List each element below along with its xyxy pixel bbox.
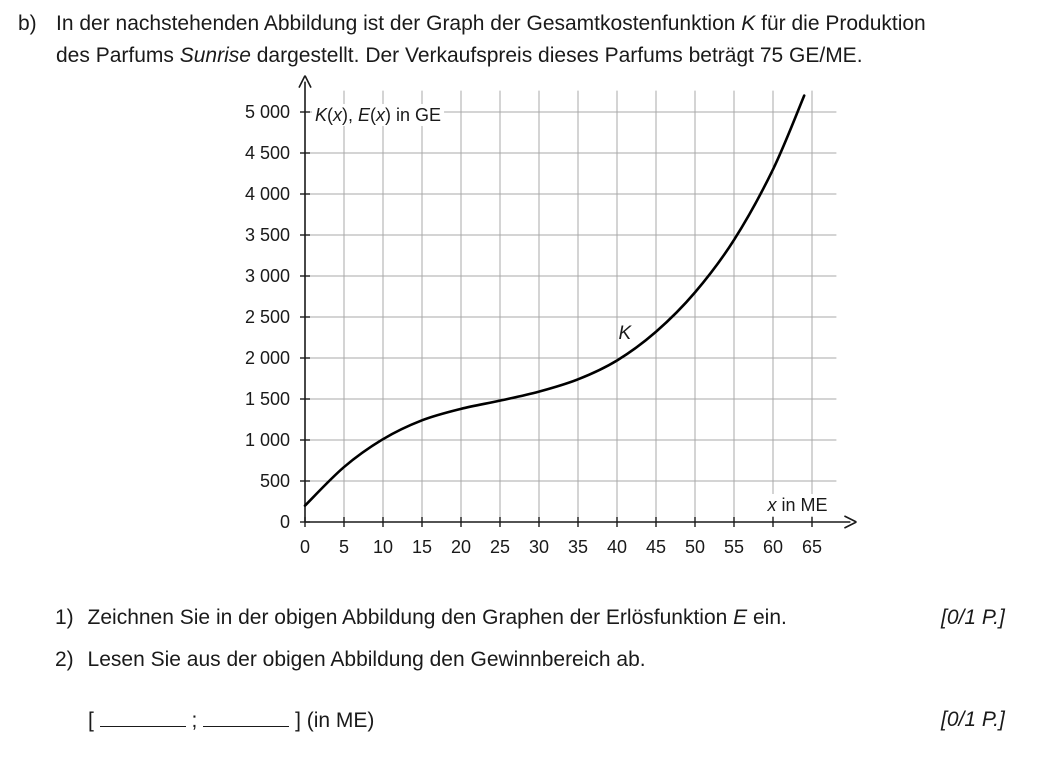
x-tick-label: 0 <box>299 537 311 557</box>
x-tick-label: 5 <box>338 537 350 557</box>
cost-curve-k <box>305 96 804 506</box>
y-tick-label: 500 <box>259 471 290 491</box>
x-tick-label: 40 <box>606 537 628 557</box>
task-2 <box>55 648 646 672</box>
intro-text: für die Produktion <box>755 12 926 35</box>
x-tick-label: 15 <box>411 537 433 557</box>
y-tick-label: 3 000 <box>244 266 290 286</box>
points-task-2: [0/1 P.] <box>941 708 1005 731</box>
y-axis-title: K(x), E(x) in GE <box>315 105 442 125</box>
bracket-open: [ <box>88 709 94 732</box>
task-text: ein. <box>747 606 787 629</box>
bracket-close: ] <box>295 709 301 732</box>
task-1 <box>55 606 787 630</box>
curve-label-k: K <box>618 323 632 345</box>
points-task-1: [0/1 P.] <box>941 606 1005 629</box>
answer-line <box>88 708 374 733</box>
y-tick-label: 1 500 <box>244 389 290 409</box>
intro-text: des Parfums <box>56 44 180 67</box>
x-tick-label: 50 <box>684 537 706 557</box>
product-name: Sunrise <box>179 44 251 67</box>
y-tick-label: 1 000 <box>244 430 290 450</box>
y-tick-label: 0 <box>279 512 290 532</box>
x-tick-label: 45 <box>645 537 667 557</box>
intro-text: In der nachstehenden Abbildung ist der Graph der Gesamtkostenfunktion <box>56 12 742 35</box>
x-tick-label: 20 <box>450 537 472 557</box>
y-tick-label: 2 000 <box>244 348 290 368</box>
x-tick-label: 55 <box>723 537 745 557</box>
y-tick-label: 4 000 <box>244 184 290 204</box>
x-tick-label: 35 <box>567 537 589 557</box>
intro-text: dargestellt. Der Verkaufspreis dieses Parfums beträgt 75 GE/ME. <box>250 44 863 67</box>
y-tick-label: 5 000 <box>244 102 290 122</box>
x-tick-label: 30 <box>528 537 550 557</box>
answer-unit: (in ME) <box>300 709 375 732</box>
task-text: Lesen Sie aus der obigen Abbildung den Gewinnbereich ab. <box>87 648 646 671</box>
x-axis-title: x in ME <box>767 495 828 515</box>
separator: ; <box>191 709 198 732</box>
task-number: 2) <box>55 648 74 671</box>
task-text: Zeichnen Sie in der obigen Abbildung den Graphen der Erlösfunktion <box>87 606 734 629</box>
task-number: 1) <box>55 606 74 629</box>
y-tick-label: 2 500 <box>244 307 290 327</box>
var-e: E <box>733 606 748 629</box>
answer-blank-upper[interactable] <box>203 708 289 727</box>
y-tick-label: 4 500 <box>244 143 290 163</box>
x-tick-label: 10 <box>372 537 394 557</box>
part-label: b) <box>18 12 37 35</box>
y-tick-label: 3 500 <box>244 225 290 245</box>
x-tick-label: 65 <box>801 537 823 557</box>
answer-blank-lower[interactable] <box>100 708 186 727</box>
x-tick-label: 60 <box>762 537 784 557</box>
var-k: K <box>741 12 756 35</box>
x-tick-label: 25 <box>489 537 511 557</box>
